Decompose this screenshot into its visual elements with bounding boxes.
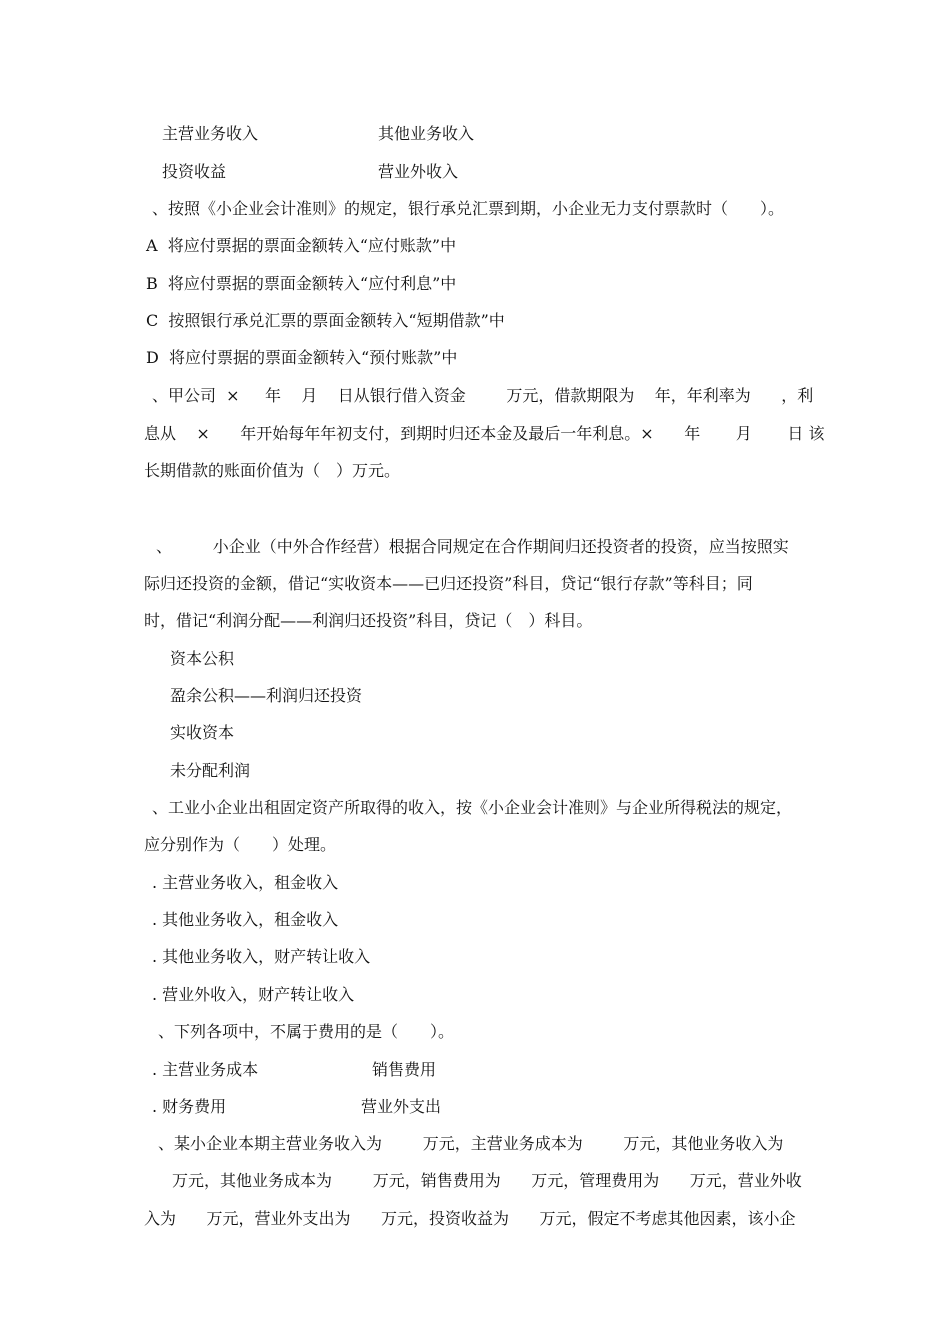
option-c: 投资收益 — [162, 162, 227, 181]
option-b: . 其他业务收入，租金收入 — [152, 910, 339, 929]
option-a: 资本公积 — [170, 649, 235, 668]
option-d: 营业外收入 — [378, 162, 459, 181]
option-c: 实收资本 — [170, 723, 235, 742]
question-line: 时，借记“利润分配——利润归还投资”科目，贷记（ ）科目。 — [144, 611, 593, 630]
option-d: 营业外支出 — [361, 1097, 442, 1116]
question-line: 、甲公司 × 年 月 日从银行借入资金 万元，借款期限为 年，年利率为 ，利 — [152, 386, 814, 405]
option-b: 盈余公积——利润归还投资 — [170, 686, 363, 705]
question-line: 息从 × 年开始每年年初支付，到期时归还本金及最后一年利息。× 年 月 日 该 — [144, 424, 825, 443]
option-b: 销售费用 — [372, 1060, 437, 1079]
option-c: . 财务费用 — [152, 1097, 227, 1116]
question-line: 、工业小企业出租固定资产所取得的收入，按《小企业会计准则》与企业所得税法的规定， — [152, 798, 793, 817]
option-a: . 主营业务成本 — [152, 1060, 259, 1079]
question-line: 长期借款的账面价值为（ ）万元。 — [144, 461, 401, 480]
option-a: . 主营业务收入，租金收入 — [152, 873, 339, 892]
option-c: C 按照银行承兑汇票的票面金额转入“短期借款”中 — [146, 311, 505, 330]
question-line: 际归还投资的金额，借记“实收资本——已归还投资”科目，贷记“银行存款”等科目；同 — [144, 574, 753, 593]
question-stem: 、下列各项中，不属于费用的是（ ）。 — [158, 1022, 455, 1041]
option-d: D 将应付票据的票面金额转入“预付账款”中 — [146, 348, 458, 367]
question-line: 应分别作为（ ）处理。 — [144, 835, 337, 854]
option-d: . 营业外收入，财产转让收入 — [152, 985, 355, 1004]
option-a: A 将应付票据的票面金额转入“应付账款”中 — [146, 236, 457, 255]
question-line: 、某小企业本期主营业务收入为 万元，主营业务成本为 万元，其他业务收入为 — [158, 1134, 784, 1153]
question-line: 万元，其他业务成本为 万元，销售费用为 万元，管理费用为 万元，营业外收 — [172, 1171, 802, 1190]
option-a: 主营业务收入 — [162, 124, 259, 143]
question-stem: 、按照《小企业会计准则》的规定，银行承兑汇票到期，小企业无力支付票款时（ ）。 — [152, 199, 785, 218]
option-d: 未分配利润 — [170, 761, 251, 780]
option-c: . 其他业务收入，财产转让收入 — [152, 947, 371, 966]
option-b: B 将应付票据的票面金额转入“应付利息”中 — [146, 274, 457, 293]
question-line: 入为 万元，营业外支出为 万元，投资收益为 万元，假定不考虑其他因素，该小企 — [144, 1209, 796, 1228]
question-line: 、 小企业（中外合作经营）根据合同规定在合作期间归还投资者的投资，应当按照实 — [156, 537, 789, 556]
option-b: 其他业务收入 — [378, 124, 475, 143]
